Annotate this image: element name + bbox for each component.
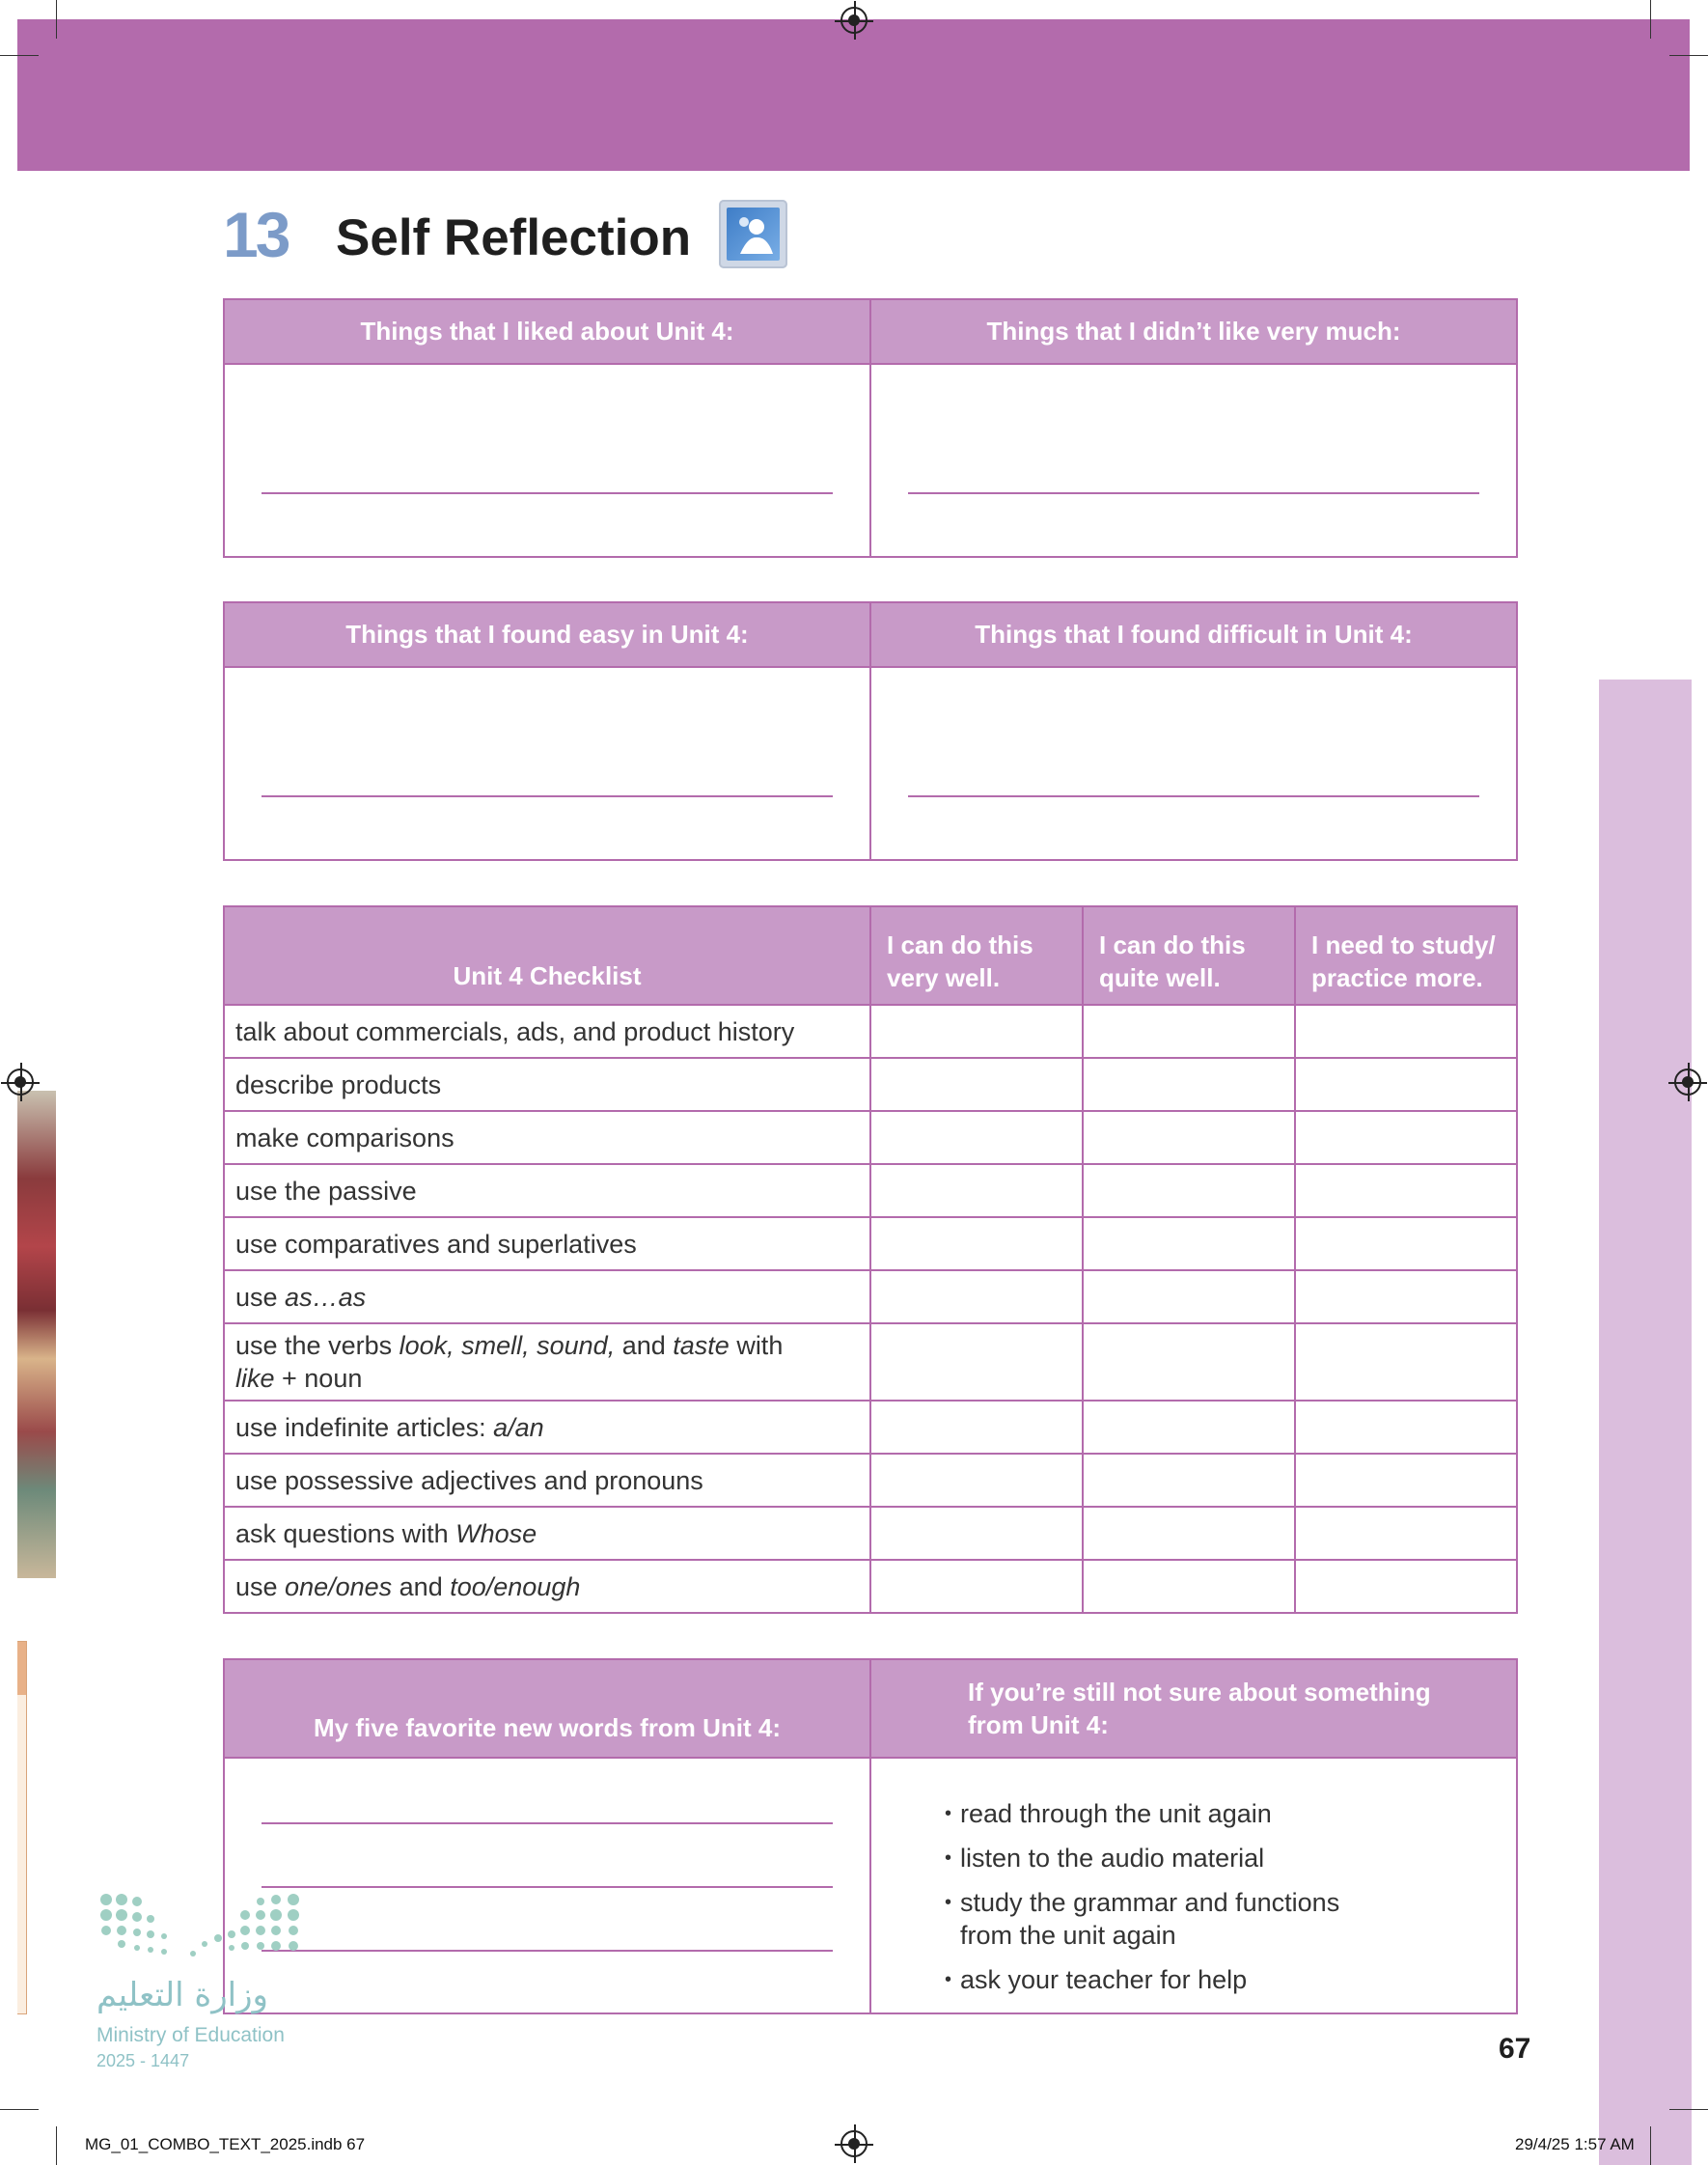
crop-mark bbox=[0, 55, 39, 56]
print-slug-date: 29/4/25 1:57 AM bbox=[1515, 2135, 1635, 2153]
list-item: • ask your teacher for help bbox=[960, 1963, 1339, 1996]
very-well-checkbox[interactable] bbox=[870, 1005, 1083, 1058]
skill-label: use one/ones and too/enough bbox=[224, 1560, 870, 1613]
help-list bbox=[960, 1797, 1339, 2008]
quite-well-checkbox[interactable] bbox=[1083, 1323, 1295, 1401]
quite-well-checkbox[interactable] bbox=[1083, 1217, 1295, 1270]
study-more-checkbox[interactable] bbox=[1295, 1005, 1517, 1058]
words-and-help-table bbox=[223, 1658, 1518, 2014]
skill-label: use the verbs look, smell, sound, and taste with like + noun bbox=[224, 1323, 870, 1401]
study-more-header: I need to study/ practice more. bbox=[1295, 906, 1517, 1005]
skill-label: use comparatives and superlatives bbox=[224, 1217, 870, 1270]
table-row bbox=[224, 1454, 1517, 1507]
writing-line bbox=[262, 1950, 833, 1952]
print-slug-file: MG_01_COMBO_TEXT_2025.indb 67 bbox=[85, 2135, 366, 2153]
skill-label: talk about commercials, ads, and product history bbox=[224, 1005, 870, 1058]
quite-well-checkbox[interactable] bbox=[1083, 1111, 1295, 1164]
quite-well-header: I can do this quite well. bbox=[1083, 906, 1295, 1005]
checklist-header: Unit 4 Checklist bbox=[224, 906, 870, 1005]
liked-disliked-table bbox=[223, 298, 1518, 558]
page-title: Self Reflection bbox=[336, 209, 692, 266]
self-reflection-icon bbox=[719, 200, 787, 268]
easy-header: Things that I found easy in Unit 4: bbox=[224, 602, 870, 667]
writing-line bbox=[262, 556, 833, 558]
registration-mark-icon bbox=[840, 2130, 868, 2157]
study-more-checkbox[interactable] bbox=[1295, 1454, 1517, 1507]
page-number: 67 bbox=[1499, 2033, 1531, 2065]
skill-label: describe products bbox=[224, 1058, 870, 1111]
easy-difficult-table bbox=[223, 601, 1518, 861]
quite-well-checkbox[interactable] bbox=[1083, 1560, 1295, 1613]
ministry-logo-icon bbox=[96, 1892, 309, 1961]
quite-well-checkbox[interactable] bbox=[1083, 1005, 1295, 1058]
difficult-header: Things that I found difficult in Unit 4: bbox=[870, 602, 1517, 667]
top-color-band bbox=[17, 19, 1690, 171]
writing-line bbox=[262, 859, 833, 861]
edge-strip bbox=[17, 1641, 27, 2014]
list-item: • study the grammar and functions from the unit again bbox=[960, 1886, 1339, 1952]
writing-line bbox=[262, 492, 833, 494]
quite-well-checkbox[interactable] bbox=[1083, 1454, 1295, 1507]
very-well-checkbox[interactable] bbox=[870, 1058, 1083, 1111]
crop-mark bbox=[1669, 55, 1708, 56]
crop-mark bbox=[1650, 2126, 1651, 2165]
ministry-year: 2025 - 1447 bbox=[96, 2051, 190, 2070]
quite-well-checkbox[interactable] bbox=[1083, 1058, 1295, 1111]
table-row bbox=[224, 1111, 1517, 1164]
study-more-checkbox[interactable] bbox=[1295, 1270, 1517, 1323]
writing-line bbox=[262, 1822, 833, 1824]
unit-checklist-table bbox=[223, 905, 1518, 1614]
difficult-answer-area[interactable] bbox=[870, 667, 1517, 860]
favorite-words-answer-area[interactable] bbox=[224, 1758, 870, 2013]
writing-line bbox=[908, 556, 1479, 558]
very-well-checkbox[interactable] bbox=[870, 1164, 1083, 1217]
table-row bbox=[224, 1507, 1517, 1560]
writing-line bbox=[908, 492, 1479, 494]
registration-mark-icon bbox=[1674, 1069, 1701, 1096]
very-well-checkbox[interactable] bbox=[870, 1560, 1083, 1613]
very-well-checkbox[interactable] bbox=[870, 1111, 1083, 1164]
disliked-answer-area[interactable] bbox=[870, 364, 1517, 557]
skill-label: use indefinite articles: a/an bbox=[224, 1401, 870, 1454]
study-more-checkbox[interactable] bbox=[1295, 1323, 1517, 1401]
study-more-checkbox[interactable] bbox=[1295, 1560, 1517, 1613]
study-more-checkbox[interactable] bbox=[1295, 1507, 1517, 1560]
crop-mark bbox=[1669, 2109, 1708, 2110]
table-row bbox=[224, 1058, 1517, 1111]
study-more-checkbox[interactable] bbox=[1295, 1164, 1517, 1217]
table-row bbox=[224, 1560, 1517, 1613]
crop-mark bbox=[56, 2126, 57, 2165]
very-well-header: I can do this very well. bbox=[870, 906, 1083, 1005]
quite-well-checkbox[interactable] bbox=[1083, 1270, 1295, 1323]
writing-line bbox=[908, 795, 1479, 797]
quite-well-checkbox[interactable] bbox=[1083, 1164, 1295, 1217]
study-more-checkbox[interactable] bbox=[1295, 1401, 1517, 1454]
study-more-checkbox[interactable] bbox=[1295, 1217, 1517, 1270]
writing-line bbox=[908, 859, 1479, 861]
very-well-checkbox[interactable] bbox=[870, 1507, 1083, 1560]
list-item: • read through the unit again bbox=[960, 1797, 1339, 1830]
disliked-header: Things that I didn’t like very much: bbox=[870, 299, 1517, 364]
not-sure-header: If you’re still not sure about something from Unit 4: bbox=[870, 1659, 1517, 1758]
unit-number: 13 bbox=[223, 199, 289, 270]
registration-mark-icon bbox=[7, 1069, 34, 1096]
writing-line bbox=[262, 795, 833, 797]
ministry-arabic-name: وزارة التعليم bbox=[96, 1976, 268, 2014]
very-well-checkbox[interactable] bbox=[870, 1270, 1083, 1323]
crop-mark bbox=[0, 2109, 39, 2110]
table-row bbox=[224, 1401, 1517, 1454]
very-well-checkbox[interactable] bbox=[870, 1454, 1083, 1507]
table-row bbox=[224, 1164, 1517, 1217]
skill-label: use as…as bbox=[224, 1270, 870, 1323]
crop-mark bbox=[1650, 0, 1651, 39]
very-well-checkbox[interactable] bbox=[870, 1401, 1083, 1454]
table-row bbox=[224, 1323, 1517, 1401]
quite-well-checkbox[interactable] bbox=[1083, 1507, 1295, 1560]
favorite-words-header: My five favorite new words from Unit 4: bbox=[224, 1659, 870, 1758]
study-more-checkbox[interactable] bbox=[1295, 1058, 1517, 1111]
ministry-english-name: Ministry of Education bbox=[96, 2024, 285, 2046]
registration-mark-icon bbox=[840, 7, 868, 34]
skill-label: ask questions with Whose bbox=[224, 1507, 870, 1560]
skill-label: make comparisons bbox=[224, 1111, 870, 1164]
crop-mark bbox=[56, 0, 57, 39]
table-row bbox=[224, 1217, 1517, 1270]
side-tab bbox=[1599, 680, 1692, 2165]
table-row bbox=[224, 1270, 1517, 1323]
help-suggestions bbox=[870, 1758, 1517, 2013]
skill-label: use the passive bbox=[224, 1164, 870, 1217]
easy-answer-area[interactable] bbox=[224, 667, 870, 860]
list-item: • listen to the audio material bbox=[960, 1842, 1339, 1874]
writing-line bbox=[262, 1886, 833, 1888]
very-well-checkbox[interactable] bbox=[870, 1217, 1083, 1270]
skill-label: use possessive adjectives and pronouns bbox=[224, 1454, 870, 1507]
quite-well-checkbox[interactable] bbox=[1083, 1401, 1295, 1454]
liked-header: Things that I liked about Unit 4: bbox=[224, 299, 870, 364]
very-well-checkbox[interactable] bbox=[870, 1323, 1083, 1401]
table-row bbox=[224, 1005, 1517, 1058]
liked-answer-area[interactable] bbox=[224, 364, 870, 557]
edge-photo bbox=[17, 1091, 56, 1578]
study-more-checkbox[interactable] bbox=[1295, 1111, 1517, 1164]
